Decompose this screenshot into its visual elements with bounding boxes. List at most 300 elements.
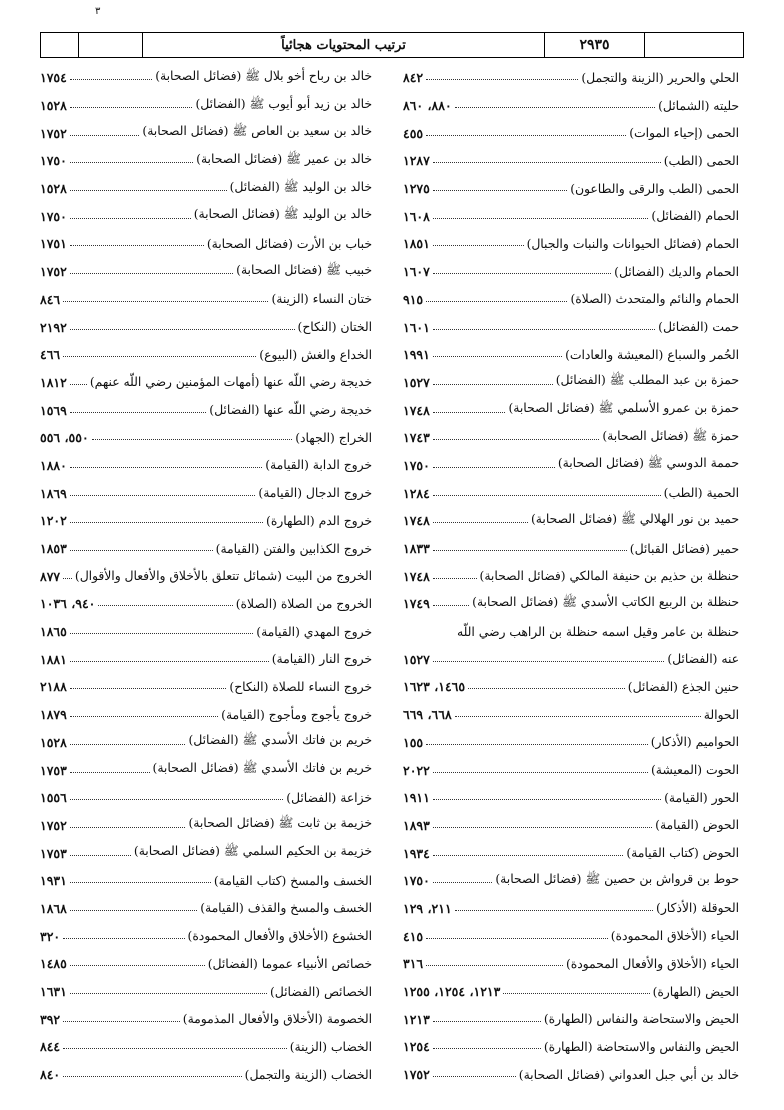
- entry-pages: ٨٤٤: [40, 1039, 61, 1055]
- entry-text: الحمام (فضائل الحيوانات والنبات والجبال): [526, 236, 739, 251]
- dot-leader: [70, 989, 267, 994]
- dot-leader: [70, 269, 233, 274]
- index-entry: [40, 645, 372, 673]
- entry-pages: ١٥٥٦: [40, 790, 67, 806]
- entry-text: خروج يأجوج ومأجوج (القيامة): [221, 707, 372, 722]
- index-entry: [403, 341, 739, 369]
- index-entry: [40, 978, 372, 1006]
- entry-text: خروج النساء للصلاة (النكاح): [229, 679, 372, 694]
- entry-text: حنظلة بن الربيع الكاتب الأسدي ﷺ (فضائل الصحابة): [472, 594, 739, 609]
- entry-pages: ٤٦٦: [40, 347, 61, 363]
- entry-text: الختان (النكاح): [297, 320, 372, 335]
- index-entry: [40, 784, 372, 812]
- entry-text: حمزة ﷺ (فضائل الصحابة): [602, 428, 739, 443]
- entry-text: خريم بن فاتك الأسدي ﷺ (فضائل الصحابة): [152, 761, 372, 776]
- entry-pages: ١٨٥١: [403, 236, 430, 252]
- entry-text: الخصائص (الفضائل): [269, 984, 372, 999]
- index-entry: [40, 92, 372, 120]
- dot-leader: [70, 712, 218, 717]
- entry-pages: ١٩٣٤: [403, 845, 430, 861]
- index-column-right: [403, 64, 739, 1088]
- dot-leader: [433, 158, 661, 163]
- index-entry: [403, 452, 739, 480]
- entry-text: الحمى (الطب والرقى والطاعون): [570, 181, 739, 196]
- entry-pages: ١٧٥٣: [40, 762, 67, 778]
- dot-leader: [63, 574, 72, 579]
- entry-text: خروج المهدي (القيامة): [256, 624, 372, 639]
- dot-leader: [70, 823, 186, 828]
- entry-text: الحياء (الأخلاق والأفعال المحمودة): [565, 956, 739, 971]
- index-entry: [403, 867, 739, 895]
- index-entry: [40, 369, 372, 397]
- index-entry: [40, 618, 372, 646]
- index-entry: [403, 1033, 739, 1061]
- dot-leader: [70, 491, 256, 496]
- entry-text: خزيمة بن ثابت ﷺ (فضائل الصحابة): [188, 816, 372, 831]
- entry-text: الحمام (الفضائل): [651, 209, 739, 224]
- entry-pages: ١٧٤٩: [403, 596, 430, 612]
- dot-leader: [433, 491, 661, 496]
- entry-text: الحمى (الطب): [663, 153, 739, 168]
- index-entry: [403, 286, 739, 314]
- entry-text: الحوض (القيامة): [655, 818, 739, 833]
- index-entry: [40, 230, 372, 258]
- entry-text: الحوض (كتاب القيامة): [626, 846, 739, 861]
- dot-leader: [433, 823, 652, 828]
- entry-pages: ١٨٨١: [40, 651, 67, 667]
- entry-pages: ١٨٩٣: [403, 817, 430, 833]
- dot-leader: [98, 601, 232, 606]
- index-entry: [403, 396, 739, 424]
- index-entry: [403, 673, 739, 701]
- entry-text: حنين الجذع (الفضائل): [627, 679, 739, 694]
- entry-pages: ١٧٤٨: [403, 402, 430, 418]
- dot-leader: [433, 795, 661, 800]
- index-entry: [403, 313, 739, 341]
- entry-pages: ٤١٥: [403, 928, 424, 944]
- entry-pages: ٢١٨٨: [40, 679, 67, 695]
- entry-text: حميد بن نور الهلالي ﷺ (فضائل الصحابة): [531, 511, 739, 526]
- entry-text: الخسف والمسخ (كتاب القيامة): [213, 873, 372, 888]
- dot-leader: [426, 131, 626, 136]
- dot-leader: [426, 75, 578, 80]
- index-entry: [403, 258, 739, 286]
- index-entry: [40, 341, 372, 369]
- entry-pages: ١٢١٣، ١٢٥٤، ١٢٥٥: [403, 984, 501, 1000]
- dot-leader: [433, 241, 524, 246]
- entry-pages: ١٧٤٣: [403, 430, 430, 446]
- entry-pages: ١٦٣١: [40, 984, 67, 1000]
- entry-pages: ١٨٨٠: [40, 457, 67, 473]
- index-entry: [403, 590, 739, 618]
- index-entry: [40, 535, 372, 563]
- entry-pages: ٣٩٢: [40, 1011, 61, 1027]
- entry-pages: ٩١٥: [403, 291, 424, 307]
- index-column-left: [40, 64, 372, 1088]
- index-entry: [403, 812, 739, 840]
- index-entry: [40, 950, 372, 978]
- dot-leader: [455, 712, 701, 717]
- entry-pages: ١٥٢٧: [403, 651, 430, 667]
- entry-text: الحلي والحرير (الزينة والتجمل): [581, 70, 739, 85]
- entry-pages: ١٧٥٠: [40, 153, 67, 169]
- entry-pages: ١٨٦٩: [40, 485, 67, 501]
- dot-leader: [70, 325, 295, 330]
- dot-leader: [433, 325, 655, 330]
- entry-pages: ٩٤٠، ١٠٣٦: [40, 596, 96, 612]
- entry-pages: ١٦٠١: [403, 319, 430, 335]
- index-entry: [40, 729, 372, 757]
- dot-leader: [63, 352, 256, 357]
- index-entry: [403, 950, 739, 978]
- entry-pages: ١٧٥١: [40, 236, 67, 252]
- index-entry: [403, 507, 739, 535]
- entry-text: خالد بن زيد أبو أيوب ﷺ (الفضائل): [195, 96, 372, 111]
- index-entry: [40, 202, 372, 230]
- dot-leader: [70, 131, 140, 136]
- dot-leader: [433, 601, 469, 606]
- entry-pages: ١٨٦٥: [40, 624, 67, 640]
- entry-text: خروج الدم (الطهارة): [266, 513, 372, 528]
- header-cell-empty-3: [645, 33, 743, 57]
- index-entry: [403, 978, 739, 1006]
- index-entry: [40, 175, 372, 203]
- dot-leader: [433, 214, 649, 219]
- dot-leader: [63, 1017, 180, 1022]
- entry-text: الخضاب (الزينة والتجمل): [244, 1067, 372, 1082]
- dot-leader: [433, 878, 493, 883]
- entry-pages: ١٢٧٥: [403, 181, 430, 197]
- dot-leader: [70, 518, 263, 523]
- dot-leader: [70, 186, 227, 191]
- entry-text: خروج الدابة (القيامة): [265, 458, 372, 473]
- entry-text: الحُمر والسباع (المعيشة والعادات): [565, 347, 739, 362]
- entry-text: خبيب ﷺ (فضائل الصحابة): [236, 262, 372, 277]
- entry-pages: ٢١٩٢: [40, 319, 67, 335]
- dot-leader: [433, 574, 477, 579]
- entry-pages: ١٥٢٧: [403, 374, 430, 390]
- entry-pages: ١٦٠٧: [403, 264, 430, 280]
- corner-mark: ٣: [95, 6, 101, 17]
- index-entry: [403, 424, 739, 452]
- entry-text: خريم بن فاتك الأسدي ﷺ (الفضائل): [188, 733, 372, 748]
- index-entry: [40, 507, 372, 535]
- index-entry: [403, 92, 739, 120]
- entry-pages: ١٨١٢: [40, 374, 67, 390]
- dot-leader: [63, 1072, 241, 1077]
- dot-leader: [70, 657, 269, 662]
- index-entry: [403, 618, 739, 646]
- index-entry: [40, 119, 372, 147]
- index-entry: [40, 1061, 372, 1089]
- index-entry: [403, 701, 739, 729]
- entry-pages: ١٤٨٥: [40, 956, 67, 972]
- dot-leader: [433, 1044, 541, 1049]
- dot-leader: [433, 435, 599, 440]
- entry-text: حنظلة بن عامر وقيل اسمه حنظلة بن الراهب رضي اللّه: [457, 624, 739, 639]
- dot-leader: [468, 684, 625, 689]
- dot-leader: [70, 75, 152, 80]
- index-entry: [403, 369, 739, 397]
- entry-pages: ٨٤٢: [403, 70, 424, 86]
- header-cell-empty-1: [41, 33, 79, 57]
- entry-text: خالد بن أبي جبل العدواني (فضائل الصحابة): [518, 1067, 739, 1082]
- entry-text: الحيض والنفاس والاستحاضة (الطهارة): [543, 1039, 739, 1054]
- entry-text: خزاعة (الفضائل): [286, 790, 372, 805]
- entry-text: خروج الدجال (القيامة): [258, 486, 372, 501]
- entry-text: الخداع والغش (البيوع): [259, 347, 372, 362]
- index-entry: [40, 922, 372, 950]
- entry-pages: ١٥٢٨: [40, 98, 67, 114]
- index-entry: [40, 701, 372, 729]
- dot-leader: [70, 768, 150, 773]
- dot-leader: [426, 934, 608, 939]
- dot-leader: [433, 657, 664, 662]
- dot-leader: [70, 795, 283, 800]
- index-entry: [403, 922, 739, 950]
- index-entry: [403, 230, 739, 258]
- index-entry: [403, 119, 739, 147]
- entry-pages: ٨٨٠، ٨٦٠: [403, 98, 452, 114]
- dot-leader: [92, 435, 293, 440]
- entry-text: خديجة رضي اللّه عنها (الفضائل): [209, 403, 372, 418]
- entry-text: الخروج من الصلاة (الصلاة): [235, 596, 372, 611]
- entry-pages: ٥٥٠، ٥٥٦: [40, 430, 89, 446]
- entry-pages: ٣٢٠: [40, 928, 61, 944]
- dot-leader: [70, 740, 186, 745]
- entry-text: خديجة رضي اللّه عنها (أمهات المؤمنين رضي اللّه عنهم): [89, 375, 372, 390]
- dot-leader: [455, 103, 655, 108]
- index-entry: [40, 867, 372, 895]
- entry-text: الحوقلة (الأذكار): [656, 901, 739, 916]
- entry-text: خروج النار (القيامة): [271, 652, 372, 667]
- index-entry: [403, 895, 739, 923]
- index-entry: [40, 839, 372, 867]
- dot-leader: [70, 629, 253, 634]
- entry-text: حممة الدوسي ﷺ (فضائل الصحابة): [557, 456, 739, 471]
- index-entry: [40, 313, 372, 341]
- entry-pages: ٨٧٧: [40, 568, 61, 584]
- entry-pages: ١٧٥٢: [40, 264, 67, 280]
- index-entry: [40, 895, 372, 923]
- dot-leader: [433, 269, 611, 274]
- dot-leader: [433, 408, 506, 413]
- entry-pages: ٣١٦: [403, 956, 424, 972]
- index-entry: [40, 286, 372, 314]
- index-entry: [403, 64, 739, 92]
- dot-leader: [455, 906, 653, 911]
- index-entry: [403, 147, 739, 175]
- index-entry: [403, 1061, 739, 1089]
- index-entry: [403, 479, 739, 507]
- entry-pages: ١٧٥٤: [40, 70, 67, 86]
- entry-text: حمير (فضائل القبائل): [629, 541, 739, 556]
- entry-pages: ١٧٥٢: [40, 125, 67, 141]
- index-entry: [40, 424, 372, 452]
- entry-text: الخروج من البيت (شمائل تتعلق بالأخلاق والأفعال والأقوال): [74, 569, 372, 584]
- dot-leader: [70, 961, 205, 966]
- entry-pages: ٦٦٨، ٦٦٩: [403, 707, 452, 723]
- index-entry: [40, 756, 372, 784]
- index-entry: [40, 479, 372, 507]
- entry-text: الحمية (الطب): [663, 486, 739, 501]
- entry-pages: ١٧٥٠: [40, 208, 67, 224]
- index-entry: [403, 202, 739, 230]
- dot-leader: [63, 1044, 287, 1049]
- entry-text: الحمى (إحياء الموات): [629, 126, 739, 141]
- entry-pages: ١٩٩١: [403, 347, 430, 363]
- entry-text: الحيض والاستحاضة والنفاس (الطهارة): [543, 1012, 739, 1027]
- entry-pages: ١٩١١: [403, 790, 430, 806]
- index-entry: [40, 562, 372, 590]
- index-entry: [40, 1033, 372, 1061]
- dot-leader: [433, 518, 528, 523]
- dot-leader: [433, 352, 562, 357]
- entry-text: خالد بن سعيد بن العاص ﷺ (فضائل الصحابة): [142, 124, 372, 139]
- entry-text: الحوت (المعيشة): [650, 763, 739, 778]
- dot-leader: [63, 297, 268, 302]
- entry-text: الحور (القيامة): [664, 790, 739, 805]
- entry-text: الحيض (الطهارة): [652, 984, 739, 999]
- entry-pages: ١٨٣٣: [403, 541, 430, 557]
- entry-pages: ١٧٤٨: [403, 568, 430, 584]
- index-entry: [403, 1005, 739, 1033]
- index-entry: [40, 64, 372, 92]
- dot-leader: [70, 103, 193, 108]
- entry-pages: ١٧٥٣: [40, 845, 67, 861]
- index-entry: [403, 175, 739, 203]
- dot-leader: [70, 906, 197, 911]
- entry-pages: ١٨٥٣: [40, 541, 67, 557]
- index-entry: [40, 452, 372, 480]
- dot-leader: [433, 380, 553, 385]
- index-entry: [40, 258, 372, 286]
- dot-leader: [433, 546, 627, 551]
- entry-text: حمت (الفضائل): [658, 320, 739, 335]
- dot-leader: [433, 1017, 541, 1022]
- entry-text: الحياء (الأخلاق المحمودة): [610, 929, 739, 944]
- entry-text: خصائص الأنبياء عموما (الفضائل): [207, 956, 372, 971]
- entry-pages: ٢٠٢٢: [403, 762, 430, 778]
- index-entry: [403, 562, 739, 590]
- entry-text: خباب بن الأرت (فضائل الصحابة): [206, 236, 372, 251]
- entry-text: ختان النساء (الزينة): [271, 292, 372, 307]
- header-title: ترتيب المحتويات هجائياً: [143, 33, 545, 57]
- index-entry: [403, 839, 739, 867]
- dot-leader: [433, 463, 555, 468]
- dot-leader: [63, 934, 184, 939]
- index-entry: [403, 756, 739, 784]
- dot-leader: [70, 463, 262, 468]
- entry-text: عنه (الفضائل): [667, 652, 739, 667]
- dot-leader: [70, 851, 131, 856]
- entry-text: خزيمة بن الحكيم السلمي ﷺ (فضائل الصحابة): [133, 844, 372, 859]
- index-entry: [403, 645, 739, 673]
- entry-text: الحواميم (الأذكار): [650, 735, 739, 750]
- entry-pages: ٨٤٦: [40, 291, 61, 307]
- entry-pages: ١٧٥٢: [403, 1067, 430, 1083]
- entry-pages: ١٥٦٩: [40, 402, 67, 418]
- entry-pages: ١٥٢٨: [40, 734, 67, 750]
- index-entry: [403, 784, 739, 812]
- page-header: [40, 32, 744, 58]
- entry-pages: ١٥٥: [403, 734, 424, 750]
- dot-leader: [426, 961, 563, 966]
- entry-text: الخسف والمسخ والقذف (القيامة): [200, 901, 372, 916]
- header-cell-empty-2: [79, 33, 143, 57]
- entry-text: خالد بن رباح أخو بلال ﷺ (فضائل الصحابة): [155, 68, 372, 83]
- index-entry: [40, 147, 372, 175]
- entry-pages: ١٢٨٤: [403, 485, 430, 501]
- index-entry: [40, 396, 372, 424]
- entry-text: حنظلة بن حذيم بن حنيفة المالكي (فضائل الصحابة): [479, 569, 739, 584]
- dot-leader: [70, 214, 191, 219]
- entry-pages: ١٥٢٨: [40, 181, 67, 197]
- entry-text: خالد بن الوليد ﷺ (فضائل الصحابة): [193, 207, 372, 222]
- entry-pages: ١٦٠٨: [403, 208, 430, 224]
- entry-pages: ١٧٥٢: [40, 817, 67, 833]
- dot-leader: [70, 380, 87, 385]
- entry-pages: ٨٤٠: [40, 1067, 61, 1083]
- entry-text: خروج الكذابين والفتن (القيامة): [215, 541, 372, 556]
- entry-text: حمزة بن عمرو الأسلمي ﷺ (فضائل الصحابة): [508, 401, 739, 416]
- index-entry: [403, 535, 739, 563]
- dot-leader: [426, 297, 567, 302]
- entry-text: حوط بن قرواش بن حصين ﷺ (فضائل الصحابة): [495, 871, 739, 886]
- index-entry: [40, 812, 372, 840]
- entry-text: الخضاب (الزينة): [289, 1039, 372, 1054]
- entry-pages: ١٨٦٨: [40, 900, 67, 916]
- entry-pages: ١٢٠٢: [40, 513, 67, 529]
- dot-leader: [70, 546, 213, 551]
- entry-pages: ١٢٨٧: [403, 153, 430, 169]
- entry-text: خالد بن عمير ﷺ (فضائل الصحابة): [196, 151, 372, 166]
- entry-text: الحمام والنائم والمتحدث (الصلاة): [570, 292, 739, 307]
- entry-pages: ١٢١٣: [403, 1011, 430, 1027]
- dot-leader: [70, 158, 193, 163]
- entry-pages: ١٩٣١: [40, 873, 67, 889]
- dot-leader: [503, 989, 649, 994]
- entry-text: الخصومة (الأخلاق والأفعال المذمومة): [182, 1012, 372, 1027]
- entry-pages: ١٧٥٠: [403, 873, 430, 889]
- entry-text: حمزة بن عبد المطلب ﷺ (الفضائل): [555, 373, 739, 388]
- index-entry: [40, 1005, 372, 1033]
- index-entry: [403, 729, 739, 757]
- page-number: ٢٩٣٥: [545, 33, 645, 57]
- entry-text: الخراج (الجهاد): [295, 430, 372, 445]
- entry-pages: ٢١١، ١٢٩: [403, 900, 452, 916]
- dot-leader: [70, 878, 211, 883]
- index-entry: [40, 590, 372, 618]
- entry-text: خالد بن الوليد ﷺ (الفضائل): [229, 179, 372, 194]
- entry-text: الخشوع (الأخلاق والأفعال المحمودة): [187, 929, 372, 944]
- dot-leader: [426, 740, 648, 745]
- entry-pages: ٤٥٥: [403, 125, 424, 141]
- entry-text: الحوالة: [703, 707, 739, 722]
- entry-pages: ١٧٥٠: [403, 457, 430, 473]
- dot-leader: [433, 1072, 516, 1077]
- entry-pages: ١٧٤٨: [403, 513, 430, 529]
- entry-pages: ١٨٧٩: [40, 707, 67, 723]
- entry-text: الحمام والديك (الفضائل): [614, 264, 739, 279]
- dot-leader: [70, 408, 206, 413]
- entry-pages: ١٤٦٥، ١٦٢٣: [403, 679, 466, 695]
- entry-text: حليته (الشمائل): [658, 98, 739, 113]
- dot-leader: [70, 684, 227, 689]
- index-entry: [40, 673, 372, 701]
- dot-leader: [70, 241, 204, 246]
- dot-leader: [433, 186, 567, 191]
